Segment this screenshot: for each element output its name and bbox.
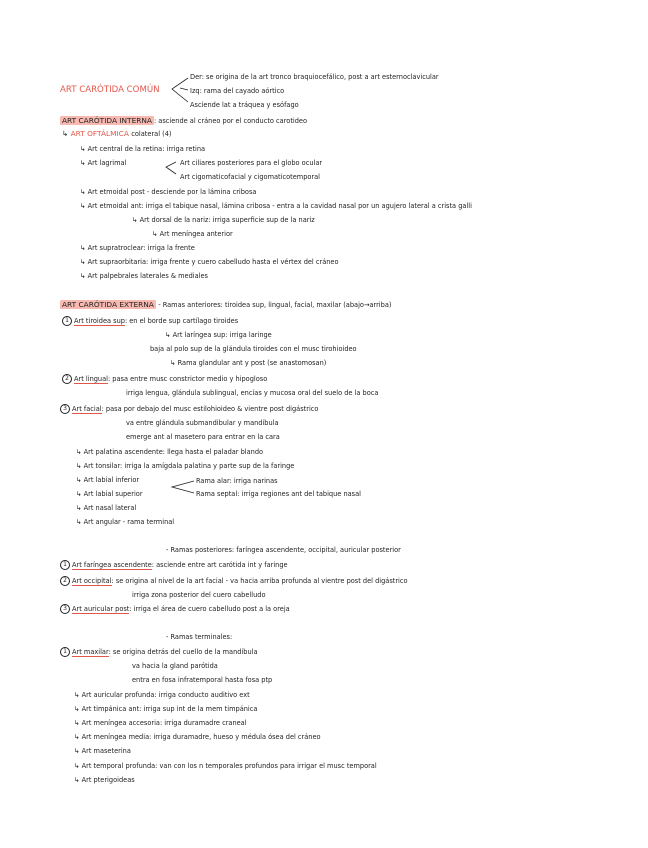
auricular-desc: : irriga el área de cuero cabelludo post a la oreja [129, 605, 290, 613]
art-etmoidal-post: ↳ Art etmoidal post - desciende por la lámina cribosa [80, 188, 257, 196]
carotida-comun-title: ART CARÓTIDA COMÚN [60, 85, 160, 95]
carotida-interna-heading [60, 116, 307, 126]
carotida-externa-heading [60, 300, 391, 310]
carotida-externa-title: ART CARÓTIDA EXTERNA [62, 300, 154, 309]
carotida-interna-desc: : asciende al cráneo por el conducto carotideo [153, 117, 308, 125]
ramas-posteriores-label: - Ramas posteriores: faríngea ascendente, occipital, auricular posterior [166, 546, 401, 554]
number-badge: 2 [62, 374, 72, 384]
number-badge: 3 [60, 604, 70, 614]
carotida-interna-title: ART CARÓTIDA INTERNA [62, 116, 152, 125]
maxilar-line [60, 647, 258, 657]
art-temporal-profunda: ↳ Art temporal profunda: van con los n temporales profundos para irrigar el musc temporal [74, 762, 377, 770]
lingual-irriga: irriga lengua, glándula sublingual, encías y mucosa oral del suelo de la boca [126, 389, 379, 397]
art-meningea-accesoria: ↳ Art meníngea accesoria: irriga duramadre craneal [74, 719, 247, 727]
number-badge: 3 [60, 404, 70, 414]
occipital-line [60, 576, 408, 586]
art-central-retina: ↳ Art central de la retina: irriga retina [80, 145, 206, 153]
facial-name: Art facial [72, 405, 102, 413]
art-labial-sup: ↳ Art labial superior [76, 490, 143, 498]
art-labial-inf: ↳ Art labial inferior [76, 476, 140, 484]
occipital-irriga: irriga zona posterior del cuero cabelludo [132, 591, 266, 599]
art-pterigoideas: ↳ Art pterigoideas [74, 776, 135, 784]
facial-l1: va entre glándula submandibular y mandíbula [126, 419, 279, 427]
carotida-comun-item: Izq: rama del cayado aórtico [190, 87, 285, 95]
carotida-comun-item: Asciende lat a tráquea y esófago [190, 101, 299, 109]
maxilar-l2: entra en fosa infratemporal hasta fosa ptp [132, 676, 273, 684]
maxilar-name: Art maxilar [72, 648, 109, 656]
rama-septal: Rama septal: irriga regiones ant del tabique nasal [196, 490, 361, 498]
faringea-name: Art faríngea ascendente [72, 561, 152, 569]
art-dorsal-nariz: ↳ Art dorsal de la nariz: irriga superficie sup de la nariz [132, 216, 315, 224]
tiroidea-sup-desc: : en el borde sup cartílago tiroides [124, 317, 239, 325]
art-auricular-profunda: ↳ Art auricular profunda: irriga conducto auditivo ext [74, 691, 250, 699]
tiroidea-sup-name: Art tiroidea sup [74, 317, 125, 325]
ramas-anteriores-label: - Ramas anteriores: tiroidea sup, lingual, facial, maxilar (abajo→arriba) [158, 301, 392, 309]
art-tonsilar: ↳ Art tonsilar: irriga la amígdala palatina y parte sup de la faringe [76, 462, 295, 470]
occipital-desc: : se origina al nivel de la art facial - va hacia arriba profunda al vientre post del digástrico [111, 577, 408, 585]
oftalmica-title: ART OFTÁLMICA [70, 129, 129, 138]
art-angular: ↳ Art angular - rama terminal [76, 518, 175, 526]
occipital-name: Art occipital [72, 577, 112, 585]
art-supraorbitaria: ↳ Art supraorbitaria: irriga frente y cuero cabelludo hasta el vértex del cráneo [80, 258, 339, 266]
number-badge: 2 [60, 576, 70, 586]
art-lagrimal: ↳ Art lagrimal [80, 159, 127, 167]
facial-l2: emerge ant al masetero para entrar en la cara [126, 433, 280, 441]
art-cigomatico: Art cigomaticofacial y cigomaticotemporal [180, 173, 320, 181]
faringea-line [60, 560, 288, 570]
lingual-line [62, 374, 267, 384]
auricular-line [60, 604, 290, 614]
tiroidea-baja: baja al polo sup de la glándula tiroides con el musc tirohioideo [150, 345, 357, 353]
carotida-comun-item: Der: se origina de la art tronco braquiocefálico, post a art esternoclavicular [190, 73, 439, 81]
facial-line [60, 404, 318, 414]
lingual-name: Art lingual [74, 375, 108, 383]
art-etmoidal-ant: ↳ Art etmoidal ant: irriga el tabique nasal, lámina cribosa - entra a la cavidad nasal por un agujero lateral a crista galli [80, 202, 472, 210]
oftalmica-extra: colateral (4) [131, 130, 172, 138]
facial-desc: : pasa por debajo del musc estilohioideo & vientre post digástrico [101, 405, 319, 413]
maxilar-desc: : se origina detrás del cuello de la mandíbula [108, 648, 258, 656]
art-timpanica-ant: ↳ Art timpánica ant: irriga sup int de la mem timpánica [74, 705, 258, 713]
art-ciliares: Art ciliares posteriores para el globo ocular [180, 159, 323, 167]
ramas-terminales-label: - Ramas terminales: [166, 633, 233, 641]
art-laringea-sup: ↳ Art laríngea sup: irriga laringe [165, 331, 272, 339]
auricular-name: Art auricular post [72, 605, 130, 613]
art-palatina-asc: ↳ Art palatina ascendente: llega hasta el paladar blando [76, 448, 264, 456]
rama-alar: Rama alar: irriga narinas [196, 477, 278, 485]
tiroidea-sup-line [62, 316, 238, 326]
art-meningea-ant: ↳ Art meníngea anterior [152, 230, 233, 238]
number-badge: 1 [60, 560, 70, 570]
number-badge: 1 [60, 647, 70, 657]
art-maseterina: ↳ Art maseterina [74, 747, 131, 755]
maxilar-l1: va hacia la gland parótida [132, 662, 218, 670]
lingual-desc: : pasa entre musc constrictor medio y hipogloso [107, 375, 268, 383]
number-badge: 1 [62, 316, 72, 326]
art-meningea-media: ↳ Art meníngea media: irriga duramadre, hueso y médula ósea del cráneo [74, 733, 321, 741]
art-palpebrales: ↳ Art palpebrales laterales & mediales [80, 272, 208, 280]
oftalmica-heading [62, 129, 171, 139]
art-supratroclear: ↳ Art supratroclear: irriga la frente [80, 244, 195, 252]
faringea-desc: : asciende entre art carótida int y faringe [151, 561, 288, 569]
art-nasal-lateral: ↳ Art nasal lateral [76, 504, 137, 512]
arrow-icon: ↳ [62, 129, 69, 138]
tiroidea-rama-glandular: ↳ Rama glandular ant y post (se anastomosan) [170, 359, 327, 367]
